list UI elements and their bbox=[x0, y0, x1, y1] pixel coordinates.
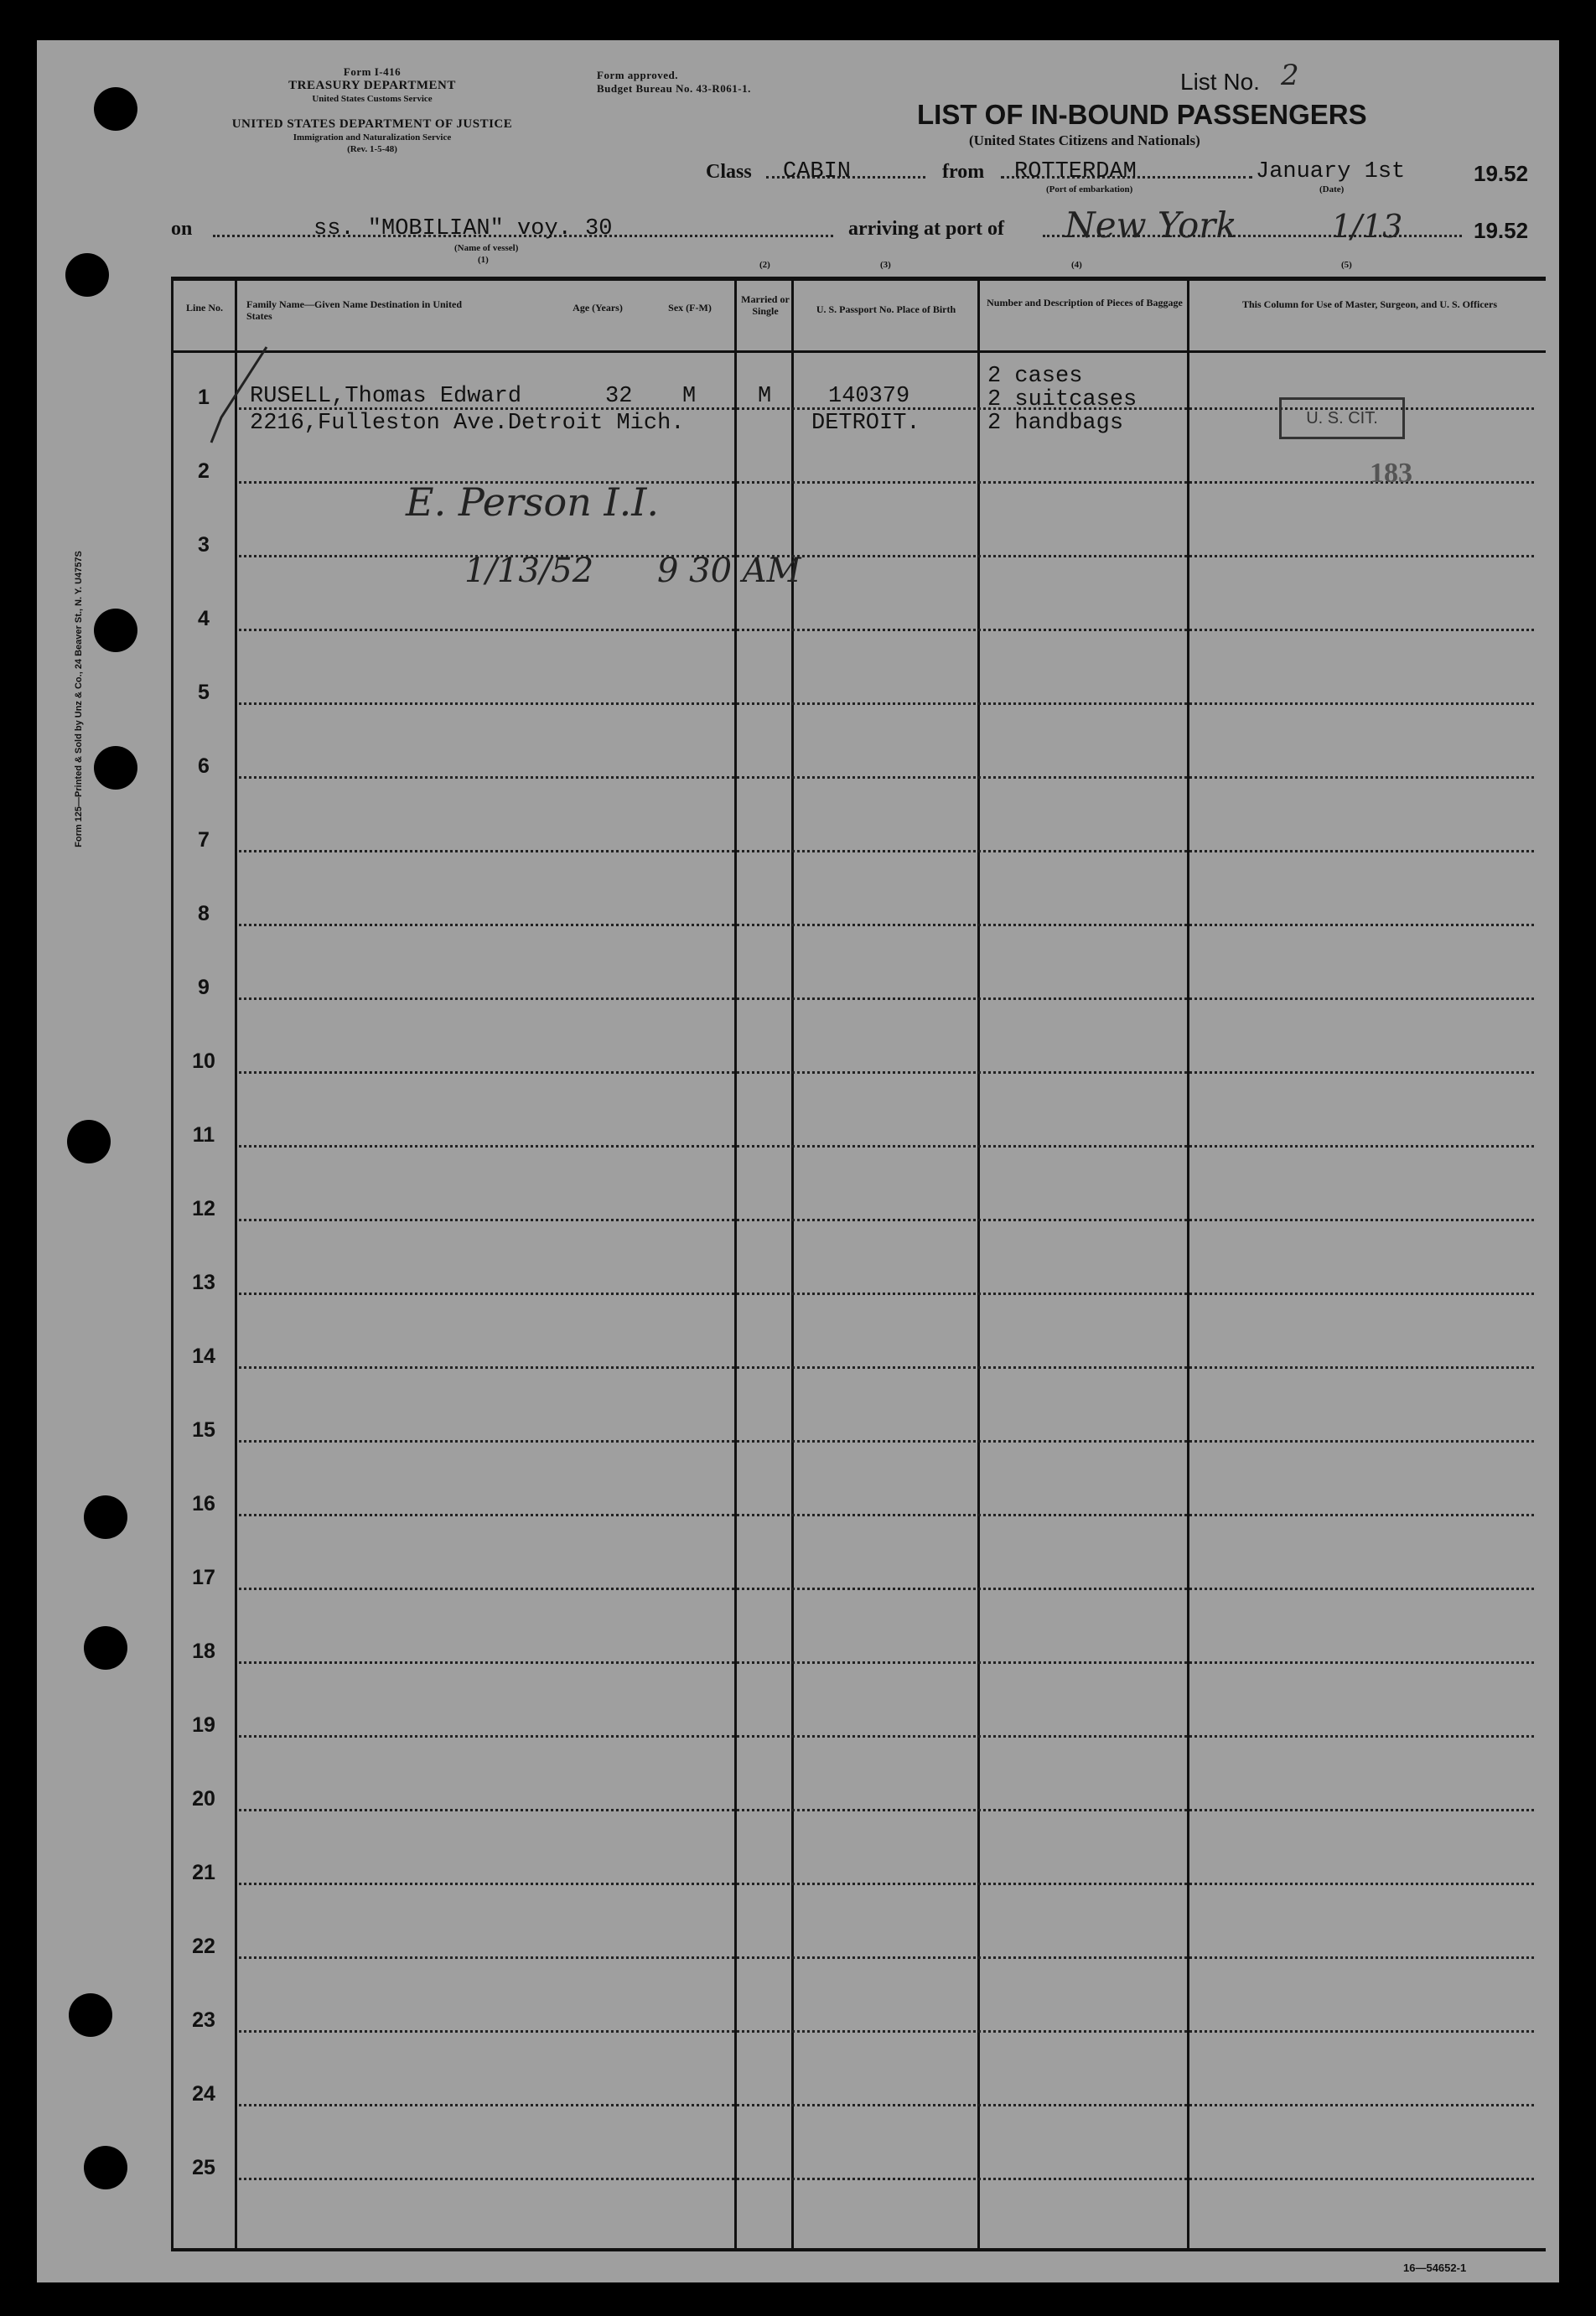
table-row bbox=[174, 724, 1546, 798]
form-number: Form I-416 bbox=[343, 65, 402, 78]
baggage-1: 2 cases bbox=[987, 364, 1083, 389]
table-row bbox=[174, 1831, 1546, 1904]
justice-dept: UNITED STATES DEPARTMENT OF JUSTICE bbox=[231, 117, 513, 131]
passenger-address: 2216,Fulleston Ave.Detroit Mich. bbox=[250, 411, 685, 436]
row-number: 15 bbox=[192, 1418, 215, 1442]
row-number: 18 bbox=[192, 1640, 215, 1663]
col-header-passport: U. S. Passport No. Place of Birth bbox=[816, 303, 956, 315]
passenger-age: 32 bbox=[605, 384, 633, 409]
binder-hole bbox=[67, 1120, 111, 1163]
row-number: 21 bbox=[192, 1861, 215, 1884]
row-number: 19 bbox=[192, 1713, 215, 1737]
table-row bbox=[174, 2052, 1546, 2126]
row-dotted-line bbox=[239, 924, 1534, 926]
budget-bureau: Budget Bureau No. 43-R061-1. bbox=[597, 82, 751, 95]
binder-hole bbox=[65, 253, 109, 297]
binder-hole bbox=[94, 746, 137, 790]
class-label: Class bbox=[706, 161, 752, 183]
row-dotted-line bbox=[239, 1145, 1534, 1148]
passenger-married: M bbox=[758, 384, 772, 409]
vessel-note: (Name of vessel) bbox=[454, 243, 519, 253]
col-num-3: (3) bbox=[880, 260, 891, 270]
row-dotted-line bbox=[239, 1440, 1534, 1443]
binder-hole bbox=[94, 609, 137, 652]
row-number: 23 bbox=[192, 2008, 215, 2032]
vessel-name: ss. "MOBILIAN" voy. 30 bbox=[314, 216, 613, 241]
row-dotted-line bbox=[239, 1956, 1534, 1959]
col-num-4: (4) bbox=[1071, 260, 1082, 270]
table-row bbox=[174, 1019, 1546, 1093]
baggage-3: 2 handbags bbox=[987, 411, 1124, 436]
row-number: 20 bbox=[192, 1787, 215, 1811]
row-number: 24 bbox=[192, 2082, 215, 2106]
table-row bbox=[174, 1757, 1546, 1831]
signature-time: 9 30 AM bbox=[657, 552, 801, 590]
date-note: (Date) bbox=[1319, 184, 1345, 194]
row-number: 9 bbox=[198, 976, 210, 999]
row-number: 25 bbox=[192, 2156, 215, 2179]
arrival-date: 1/13 bbox=[1331, 208, 1403, 245]
table-row bbox=[174, 946, 1546, 1019]
row-dotted-line bbox=[239, 1366, 1534, 1369]
treasury-dept: TREASURY DEPARTMENT bbox=[288, 79, 456, 92]
table-row bbox=[174, 1904, 1546, 1978]
row-number: 10 bbox=[192, 1049, 215, 1073]
row-dotted-line bbox=[239, 1809, 1534, 1811]
revision: (Rev. 1-5-48) bbox=[347, 144, 397, 154]
table-row bbox=[174, 1241, 1546, 1314]
col-num-2: (2) bbox=[759, 260, 770, 270]
row-dotted-line bbox=[239, 776, 1534, 779]
year-1: 19.52 bbox=[1474, 161, 1529, 186]
row-dotted-line bbox=[239, 1071, 1534, 1074]
row-number: 5 bbox=[198, 681, 210, 704]
row-dotted-line bbox=[239, 555, 1534, 557]
table-row bbox=[174, 1683, 1546, 1757]
table-row bbox=[174, 1536, 1546, 1609]
binder-hole bbox=[84, 1626, 127, 1670]
row-number: 1 bbox=[198, 386, 210, 409]
row-dotted-line bbox=[239, 1735, 1534, 1738]
row-number: 4 bbox=[198, 607, 210, 630]
table-row bbox=[174, 1978, 1546, 2052]
col-header-sex: Sex (F-M) bbox=[668, 302, 712, 313]
col-num-5: (5) bbox=[1341, 260, 1352, 270]
signature-date: 1/13/52 bbox=[464, 552, 594, 590]
row-number: 14 bbox=[192, 1345, 215, 1368]
row-number: 6 bbox=[198, 754, 210, 778]
customs-service: United States Customs Service bbox=[312, 94, 433, 104]
class-value: CABIN bbox=[783, 159, 852, 184]
row-number: 11 bbox=[192, 1123, 215, 1147]
vessel-col-num: (1) bbox=[478, 255, 489, 265]
arrival-port: New York bbox=[1065, 205, 1237, 246]
table-bottom-border bbox=[171, 2248, 1546, 2251]
row-number: 16 bbox=[192, 1492, 215, 1516]
from-label: from bbox=[942, 161, 985, 183]
ins-service: Immigration and Naturalization Service bbox=[293, 132, 452, 142]
row-dotted-line bbox=[239, 1883, 1534, 1885]
check-mark-icon bbox=[205, 342, 272, 451]
row-number: 12 bbox=[192, 1197, 215, 1220]
row-dotted-line bbox=[239, 702, 1534, 705]
passenger-name: RUSELL,Thomas Edward bbox=[250, 384, 522, 409]
passport-number: 140379 bbox=[828, 384, 910, 409]
table-row bbox=[174, 1093, 1546, 1167]
row-dotted-line bbox=[239, 629, 1534, 631]
side-printer-text: Form 125—Printed & Sold by Unz & Co., 24 Beaver St., N. Y. U4757S bbox=[74, 551, 84, 847]
table-row bbox=[174, 650, 1546, 724]
row-dotted-line bbox=[239, 1588, 1534, 1590]
date-value: January 1st bbox=[1256, 159, 1406, 184]
port-note: (Port of embarkation) bbox=[1046, 184, 1133, 194]
col-header-married: Married or Single bbox=[741, 293, 790, 317]
row-dotted-line bbox=[239, 1219, 1534, 1221]
table-top-border bbox=[171, 277, 1546, 281]
col-header-age: Age (Years) bbox=[573, 302, 623, 313]
row-dotted-line bbox=[239, 2030, 1534, 2033]
row-dotted-line bbox=[239, 1514, 1534, 1516]
row-number: 8 bbox=[198, 902, 210, 925]
arriving-label: arriving at port of bbox=[848, 218, 1004, 240]
row-dotted-line bbox=[239, 1293, 1534, 1295]
birthplace: DETROIT. bbox=[811, 411, 920, 436]
form-approved: Form approved. bbox=[597, 69, 679, 81]
col-header-name: Family Name—Given Name Destination in United States bbox=[246, 298, 462, 322]
row-number: 17 bbox=[192, 1566, 215, 1589]
table-row bbox=[174, 2126, 1546, 2199]
from-value: ROTTERDAM bbox=[1014, 159, 1137, 184]
table-row bbox=[174, 872, 1546, 946]
inspector-signature: E. Person I.I. bbox=[406, 479, 660, 525]
header-bottom-border bbox=[174, 350, 1546, 353]
row-number: 13 bbox=[192, 1271, 215, 1294]
baggage-2: 2 suitcases bbox=[987, 387, 1137, 412]
binder-hole bbox=[69, 1993, 112, 2037]
row-dotted-line bbox=[239, 2104, 1534, 2106]
list-no-label: List No. bbox=[1180, 69, 1260, 95]
table-row bbox=[174, 503, 1546, 577]
year-2: 19.52 bbox=[1474, 218, 1529, 243]
us-citizen-stamp: U. S. CIT. bbox=[1279, 397, 1405, 439]
row-number: 3 bbox=[198, 533, 210, 557]
passenger-sex: M bbox=[682, 384, 697, 409]
binder-hole bbox=[84, 2146, 127, 2189]
row-dotted-line bbox=[239, 850, 1534, 852]
row-number: 7 bbox=[198, 828, 210, 852]
row-dotted-line bbox=[239, 997, 1534, 1000]
col-header-officers: This Column for Use of Master, Surgeon, and U. S. Officers bbox=[1241, 298, 1497, 310]
table-row bbox=[174, 1167, 1546, 1241]
col-header-baggage: Number and Description of Pieces of Baggage bbox=[987, 297, 1183, 308]
table-row bbox=[174, 1462, 1546, 1536]
on-label: on bbox=[171, 218, 193, 240]
table-row bbox=[174, 798, 1546, 872]
officer-number: 183 bbox=[1370, 458, 1412, 489]
row-dotted-line bbox=[239, 1661, 1534, 1664]
table-row bbox=[174, 1609, 1546, 1683]
page-subtitle: (United States Citizens and Nationals) bbox=[969, 132, 1200, 148]
table-row bbox=[174, 1314, 1546, 1388]
row-dotted-line bbox=[239, 2178, 1534, 2180]
list-no-value: 2 bbox=[1281, 59, 1299, 92]
binder-hole bbox=[94, 87, 137, 131]
binder-hole bbox=[84, 1495, 127, 1539]
document-page bbox=[37, 40, 1559, 2282]
footer-form-code: 16—54652-1 bbox=[1403, 2262, 1467, 2274]
table-row bbox=[174, 429, 1546, 503]
page-title: LIST OF IN-BOUND PASSENGERS bbox=[917, 99, 1367, 130]
row-number: 2 bbox=[198, 459, 210, 483]
row-number: 22 bbox=[192, 1935, 215, 1958]
table-row bbox=[174, 1388, 1546, 1462]
col-header-line: Line No. bbox=[185, 302, 223, 313]
table-row bbox=[174, 577, 1546, 650]
